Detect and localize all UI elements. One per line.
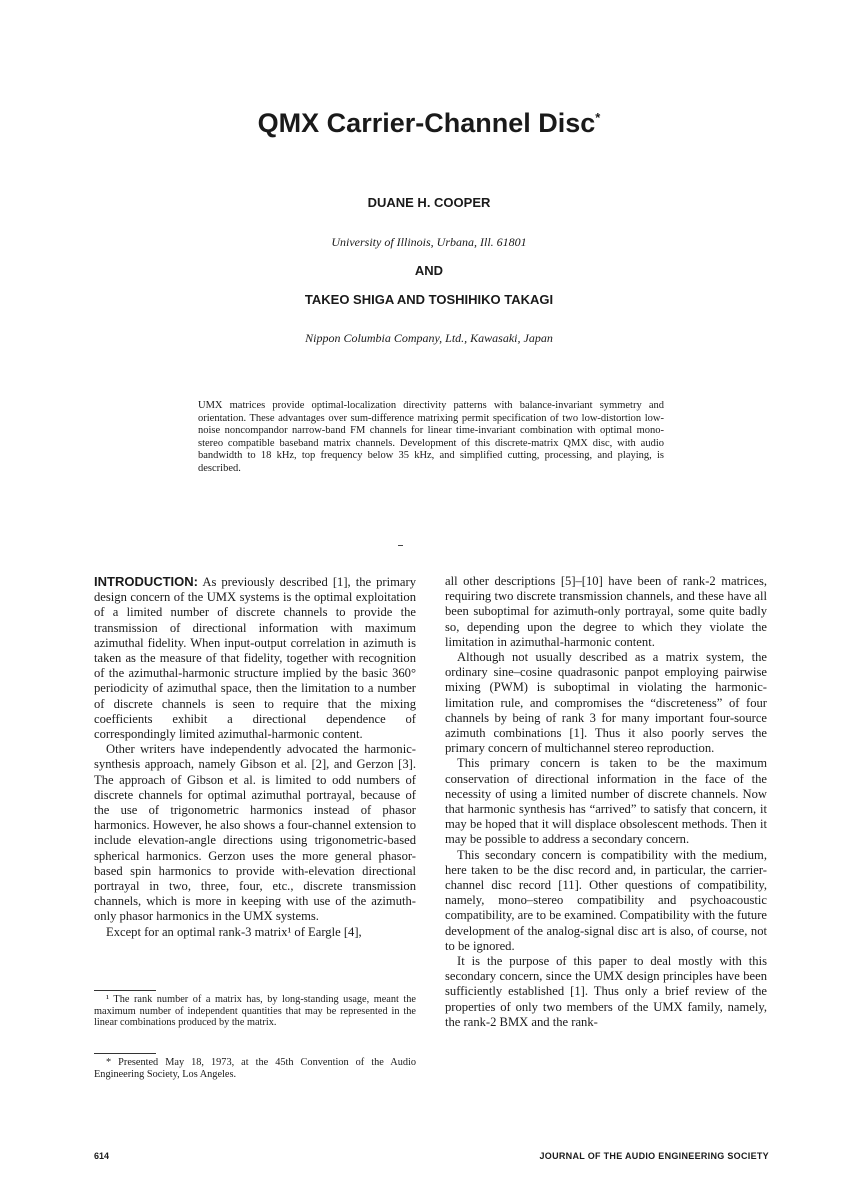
- body-paragraph: Other writers have independently advocated the harmonic-synthesis approach, namely Gibson et al. [2], and Gerzon [3]. The approach of Gibson et al. is limited to odd numbers of discrete channels for optimal azimuthal portrayal, because of the use of trigonometric harmonics instead of phasor harmonics. However, he also shows a four-channel extension to include elevation-angle directions using trigonometric-based spherical harmonics. Gerzon uses the more general phasor-based spin harmonics to provide with-elevation directional portrayal in two, three, four, etc., discrete transmission channels, which is more in keeping with use of the azimuth-only phasor harmonics in the UMX systems.: [94, 742, 416, 924]
- title-footnote-mark: *: [595, 110, 601, 125]
- footnote-rank: ¹ The rank number of a matrix has, by long-standing usage, meant the maximum number of independent quantities that may be represented in the linear combinations produced by the matrix.: [94, 994, 416, 1029]
- first-author: DUANE H. COOPER: [367, 195, 491, 210]
- title-text: QMX Carrier-Channel Disc: [257, 108, 596, 138]
- body-paragraph: This secondary concern is compatibility with the medium, here taken to be the disc record and, in particular, the carrier-channel disc record [11]. Other questions of compatibility, namely, mono–stereo compatibility and psychoacoustic compatibility, are to be examined. Compatibility with the future development of the analog-signal disc art is also, of course, not to be ignored.: [445, 847, 767, 953]
- page-number: 614: [94, 1151, 110, 1161]
- left-column: [94, 574, 416, 940]
- intro-paragraph: [94, 574, 416, 742]
- body-paragraph: Except for an optimal rank-3 matrix¹ of Eargle [4],: [106, 924, 362, 939]
- journal-name: JOURNAL OF THE AUDIO ENGINEERING SOCIETY: [539, 1151, 769, 1161]
- footnote-presented: * Presented May 18, 1973, at the 45th Convention of the Audio Engineering Society, Los Angeles.: [94, 1057, 416, 1080]
- intro-text: As previously described [1], the primary design concern of the UMX systems is the optimal exploitation of a limited number of discrete channels to provide the transmission of directional information with maximum azimuthal fidelity. When input-output correlation in azimuth is taken as the measure of that fidelity, together with recognition of the azimuthal-harmonic structure implied by the basic 360° periodicity of azimuthal space, then the limitation to a number of discrete channels is seen to require that the mixing coefficients exhibit a directional dependence of correspondingly limited azimuthal-harmonic content.: [94, 575, 416, 742]
- first-affiliation: University of Illinois, Urbana, Ill. 61801: [331, 235, 527, 249]
- footnote-rule: [94, 1053, 156, 1054]
- abstract: UMX matrices provide optimal-localization directivity patterns with balance-invariant symmetry and orientation. These advantages over sum-difference matrixing permit specification of two low-distortion low-noise noncompandor narrow-band FM channels for linear time-invariant combination with optimal mono-stereo compatible baseband matrix channels. Development of this discrete-matrix QMX disc, with audio bandwidth to 18 kHz, top frequency below 35 kHz, and simplified cutting, processing, and playing, is described.: [198, 400, 664, 474]
- second-affiliation: Nippon Columbia Company, Ltd., Kawasaki, Japan: [305, 331, 553, 345]
- body-paragraph: all other descriptions [5]–[10] have been of rank-2 matrices, requiring two discrete transmission channels, and these have all been suboptimal for azimuth-only portrayal, some quite badly so, depending upon the degree to which they violate the limitation in azimuthal-harmonic content.: [445, 574, 767, 649]
- separator-dash: [398, 545, 403, 546]
- body-paragraph: Although not usually described as a matrix system, the ordinary sine–cosine quadrasonic panpot employing pairwise mixing (PWM) is suboptimal in violating the harmonic-limitation rule, and compromises the “discreteness” of four channels by being of rank 3 for many important four-source azimuth combinations [1]. Thus it also poorly serves the primary concern of multichannel stereo reproduction.: [445, 650, 767, 756]
- body-paragraph: It is the purpose of this paper to deal mostly with this secondary concern, since the UMX design principles have been sufficiently established [1]. Thus only a brief review of the properties of only two members of the UMX family, namely, the rank-2 BMX and the rank-: [445, 954, 767, 1029]
- body-paragraph: This primary concern is taken to be the maximum conservation of directional information in the face of the necessity of using a limited number of discrete channels. Now that harmonic synthesis has “arrived” to satisfy that concern, it may be hoped that it will displace obsolescent methods. Then it may be possible to address a secondary concern.: [445, 756, 767, 847]
- paper-title: [0, 108, 858, 139]
- footnote-rule: [94, 990, 156, 991]
- author-conjunction: AND: [414, 263, 444, 278]
- second-authors: TAKEO SHIGA AND TOSHIHIKO TAKAGI: [304, 292, 554, 307]
- right-column: [445, 574, 767, 1030]
- intro-heading: INTRODUCTION:: [94, 574, 198, 589]
